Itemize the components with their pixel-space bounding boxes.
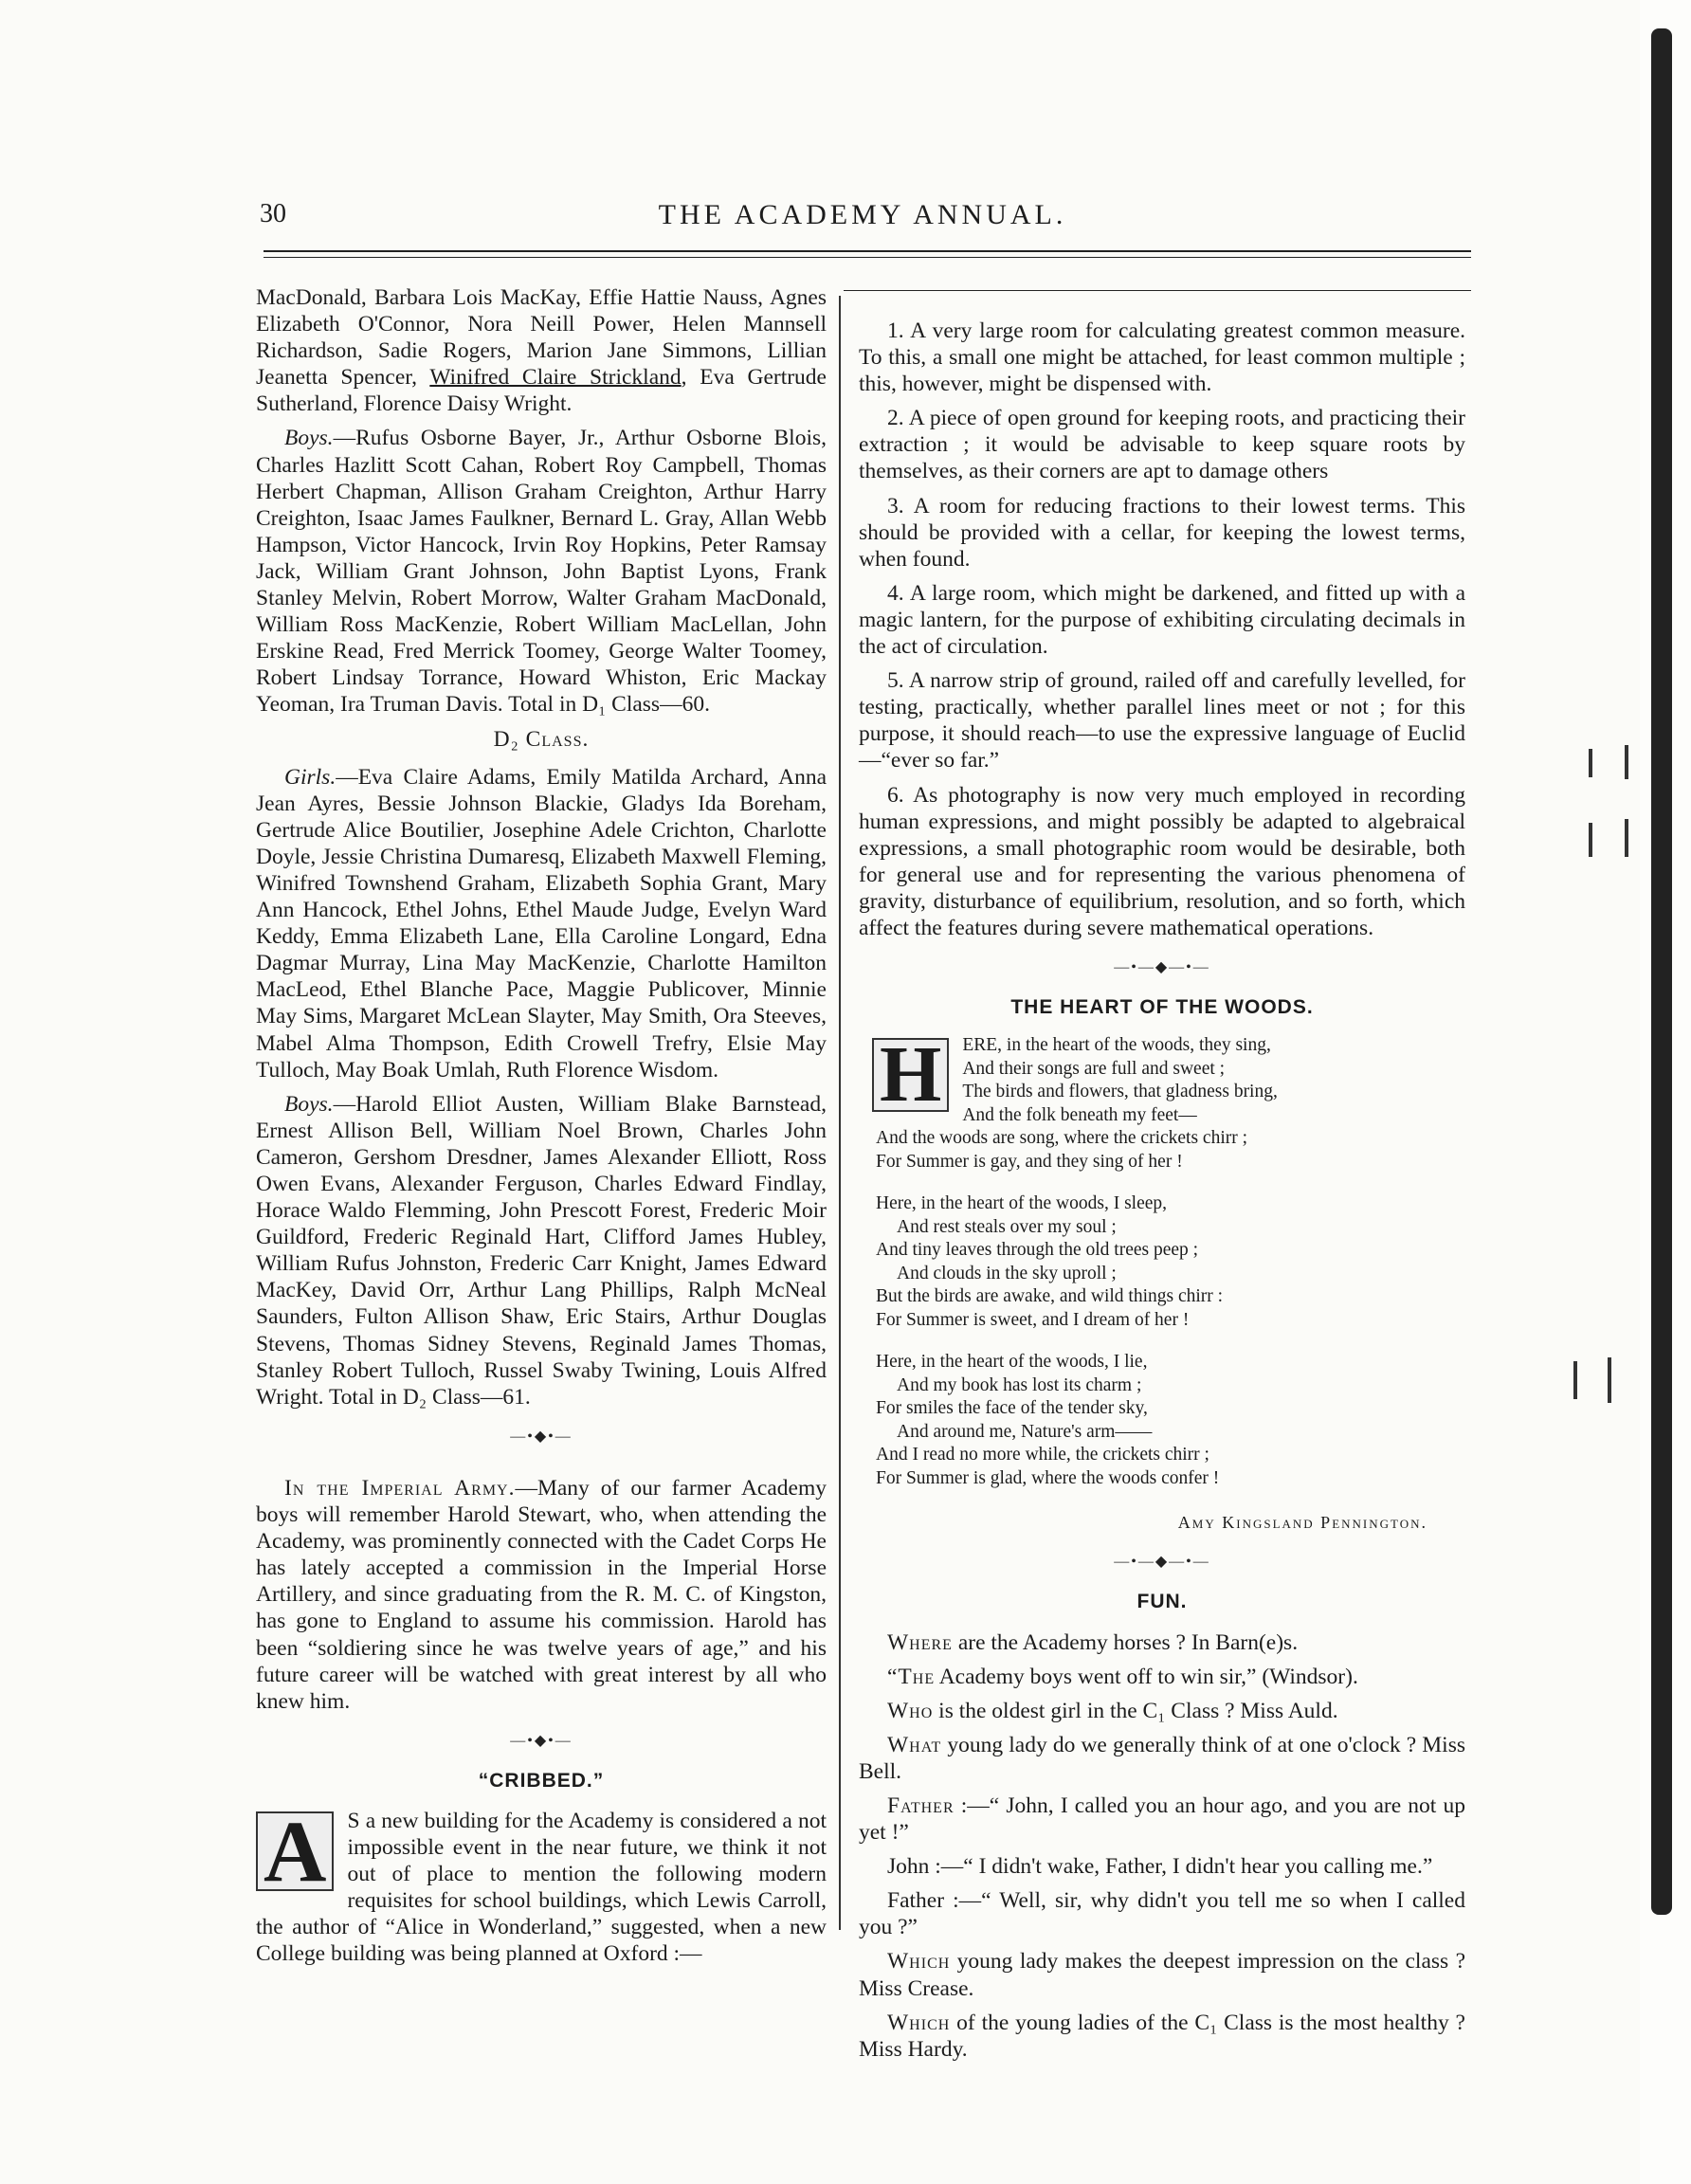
fun-line-lead: Which [887, 2010, 951, 2035]
fun-line-lead: “The [887, 1664, 936, 1689]
fun-line-lead: Which [887, 1949, 951, 1975]
fun-line [859, 1887, 1465, 1940]
d2-girls-text: —Eva Claire Adams, Emily Matilda Archard, Anna Jean Ayres, Bessie Johnson Blackie, Gladys Ida Boreham, Gertrude Alice Boutilier, Josephine Adele Crichton, Charlotte Doyle, Jessie Christina Dumaresq, Elizabeth Maxwell Fleming, Winifred Townshend Graham, Elizabeth Sophia Grant, Mary Ann Hancock, Ethel Johns, Ethel Maude Judge, Evelyn Ward Keddy, Emma Elizabeth Lane, Ella Caroline Longard, Edna Dagmar Murray, Lina May MacKenzie, Charlotte Hamilton MacLeod, Ethel Blanche Pace, Maggie Publicover, Minnie May Sims, Margaret McLean Slayter, May Smith, Ora Steeves, Mabel Alma Thompson, Edith Crowell Trefry, Elsie May Tulloch, May Boak Umlah, Ruth Florence Wisdom. [256, 764, 827, 1083]
poem [872, 1030, 1465, 1490]
requisite-item: 3. A room for reducing fractions to their lowest terms. This should be provided with a cellar, for keeping the lowest terms, when found. [859, 493, 1465, 572]
fun-line-lead: What [887, 1732, 942, 1757]
fun-line [859, 1629, 1465, 1656]
fun-line-text: of the young ladies of the C₁ Class is the most healthy ? Miss Hardy. [859, 2010, 1465, 2062]
poem-line: The birds and flowers, that gladness bring, [962, 1082, 1278, 1102]
poem-line: ERE, in the heart of the woods, they sing, [962, 1035, 1271, 1056]
right-column [859, 318, 1465, 2070]
requisite-item: 2. A piece of open ground for keeping roots, and practicing their extraction ; it would be advisable to keep square roots by themselves, as their corners are apt to damage others [859, 406, 1465, 484]
fun-line-text: Father :—“ Well, sir, why didn't you tell me so when I called you ?” [859, 1888, 1465, 1940]
binding-shadow [1651, 28, 1672, 1915]
poem-line: For Summer is sweet, and I dream of her ! [876, 1309, 1190, 1330]
cribbed-heading: “CRIBBED.” [478, 1769, 605, 1792]
underlined-name: Winifred Claire Strickland [429, 365, 682, 391]
fun-line-lead: Father [887, 1793, 955, 1818]
d1-boys-paragraph [256, 425, 827, 718]
requisite-item: 5. A narrow strip of ground, railed off and carefully levelled, for testing, practically, whether parallel lines meet or not ; for this purpose, it should reach—to use the expressive language of Euclid—“ever so far.” [859, 668, 1465, 774]
poem-stanza-1 [872, 1030, 1465, 1174]
fun-heading: FUN. [1136, 1591, 1188, 1613]
imperial-army-lead: In the Imperial Army. [284, 1475, 516, 1501]
fun-line-text: Academy boys went off to win sir,” (Windsor). [935, 1664, 1358, 1689]
poem-line: And my book has lost its charm ; [897, 1374, 1142, 1395]
column-divider [839, 296, 841, 1930]
poem-line: And the woods are song, where the crickets chirr ; [876, 1128, 1248, 1149]
margin-mark [1625, 819, 1628, 857]
cribbed-paragraph [256, 1802, 827, 1968]
fun-line [859, 1664, 1465, 1690]
page-number: 30 [260, 199, 286, 228]
column-top-rule [844, 290, 1471, 291]
poem-line: Here, in the heart of the woods, I lie, [876, 1352, 1148, 1373]
left-column [256, 284, 827, 1975]
fun-line-text: is the oldest girl in the C₁ Class ? Miss Auld. [933, 1698, 1338, 1723]
fun-line [859, 1698, 1465, 1724]
d1-girls-paragraph [256, 284, 827, 417]
cribbed-text: S a new building for the Academy is considered a not impossible event in the near future, we think it not out of place to mention the following modern requisites for school buildings, which Lewis Carroll, the author of “Alice in Wonderland,” suggested, when a new College building was being planned at Oxford :— [256, 1808, 827, 1967]
header-rule-thin [264, 257, 1471, 258]
page-header [256, 199, 1469, 256]
ornament-divider: —•—◆—•— [1114, 1554, 1210, 1571]
poem-line: And tiny leaves through the old trees peep ; [876, 1240, 1199, 1261]
fun-line [859, 1732, 1465, 1785]
d2-boys-paragraph [256, 1091, 827, 1410]
d2-class-heading: D₂ Class. [493, 726, 590, 752]
dropcap-a: A [256, 1811, 334, 1891]
ornament-divider: —•◆•— [510, 1732, 573, 1749]
margin-mark [1573, 1361, 1577, 1399]
poem-line: And clouds in the sky uproll ; [897, 1263, 1117, 1283]
margin-mark [1608, 1357, 1611, 1403]
requisite-item: 1. A very large room for calculating greatest common measure. To this, a small one might be attached, for least common multiple ; this, however, might be dispensed with. [859, 318, 1465, 397]
fun-line [859, 1793, 1465, 1846]
fun-line-text: young lady makes the deepest impression on the class ? Miss Crease. [859, 1949, 1465, 2001]
margin-mark [1589, 823, 1592, 857]
d2-boys-label: Boys. [284, 1091, 334, 1117]
header-rule [264, 250, 1471, 252]
poem-title: THE HEART OF THE WOODS. [1010, 996, 1314, 1019]
poem-line: For Summer is gay, and they sing of her ! [876, 1151, 1183, 1172]
fun-line [859, 1948, 1465, 2001]
poem-line: And I read no more while, the crickets chirr ; [876, 1445, 1209, 1465]
poem-line: And rest steals over my soul ; [897, 1216, 1117, 1237]
d1-boys-text: —Rufus Osborne Bayer, Jr., Arthur Osborne Blois, Charles Hazlitt Scott Cahan, Robert Roy Campbell, Thomas Herbert Chapman, Allison Graham Creighton, Arthur Harry Creighton, Isaac James Faulkner, Bernard L. Gray, Allan Webb Hampson, Victor Hancock, Irvin Roy Hopkins, Peter Ramsay Jack, William Grant Johnson, John Baptist Lyons, Frank Stanley Melvin, Robert Morrow, Walter Graham MacDonald, William Ross MacKenzie, Robert William MacLellan, John Erskine Read, Fred Merrick Toomey, George Walter Toomey, Robert Lindsay Torrance, Howard Whiston, Eric Mackay Yeoman, Ira Truman Davis. Total in D₁ Class—60. [256, 426, 827, 718]
d1-girls-text-end: , Eva Gertrude Sutherland, Florence Daisy Wright. [256, 365, 827, 417]
imperial-army-text: —Many of our farmer Academy boys will remember Harold Stewart, who, when attending the Academy, was prominently connected with the Cadet Corps He has lately accepted a commission in the Imperial Horse Artillery, and since graduating from the R. M. C. of Kingston, has gone to England to assume his commission. Harold has been “soldiering since he was twelve years of age,” and his future career will be watched with great interest by all who knew him. [256, 1475, 827, 1714]
poem-line: And around me, Nature's arm—— [897, 1421, 1153, 1442]
d2-girls-label: Girls. [284, 764, 336, 790]
margin-mark [1589, 749, 1592, 777]
fun-line [859, 1853, 1465, 1880]
requisite-item: 6. As photography is now very much employed in recording human expressions, and might possibly be adapted to algebraical expressions, a small photographic room would be desirable, both for general use and for representing the various phenomena of gravity, disturbance of equilibrium, resolution, and so forth, which affect the features during severe mathematical operations. [859, 782, 1465, 940]
fun-line-text: young lady do we generally think of at one o'clock ? Miss Bell. [859, 1732, 1465, 1784]
fun-line-lead: Who [887, 1698, 934, 1723]
margin-mark [1625, 745, 1628, 779]
fun-line-text: John :—“ I didn't wake, Father, I didn't hear you calling me.” [887, 1854, 1433, 1880]
dropcap-h: H [872, 1038, 949, 1112]
poem-stanza-3 [872, 1351, 1465, 1490]
poem-line: Here, in the heart of the woods, I sleep, [876, 1193, 1168, 1214]
poem-line: And their songs are full and sweet ; [962, 1058, 1226, 1079]
d1-boys-label: Boys. [284, 426, 334, 451]
imperial-army-paragraph [256, 1475, 827, 1715]
d2-girls-paragraph [256, 764, 827, 1083]
poem-line: And the folk beneath my feet— [962, 1104, 1197, 1125]
fun-line-text: are the Academy horses ? In Barn(e)s. [952, 1629, 1299, 1655]
d1-girls-text: MacDonald, Barbara Lois MacKay, Effie Hattie Nauss, Agnes Elizabeth O'Connor, Nora Neill Power, Helen Mannsell Richardson, Sadie Rogers, Marion Jane Simmons, Lillian Jeanetta Spencer, [256, 285, 827, 391]
d2-boys-text: —Harold Elliot Austen, William Blake Barnstead, Ernest Allison Bell, William Noel Brown, Charles John Cameron, Gershom Dresdner, James Alexander Elliott, Ross Owen Evans, Alexander Ferguson, Charles Edward Findlay, Horace Waldo Flemming, John Prescott Forest, Frederic Moir Guildford, Frederic Reginald Hart, Clifford James Hubley, William Rufus Johnston, Frederic Carr Knight, James Edward MacKey, David Orr, Arthur Lang Phillips, Ralph McNeal Saunders, Fulton Allison Shaw, Eric Stairs, Arthur Douglas Stevens, Thomas Sidney Stevens, Reginald James Thomas, Stanley Robert Tulloch, Russel Swaby Twining, Louis Alfred Wright. Total in D₂ Class—61. [256, 1091, 827, 1410]
fun-line-text: :—“ John, I called you an hour ago, and you are not up yet !” [859, 1793, 1465, 1846]
poem-author: Amy Kingsland Pennington. [1177, 1513, 1427, 1533]
requisite-item: 4. A large room, which might be darkened, and fitted up with a magic lantern, for the purpose of exhibiting circulating decimals in the act of circulation. [859, 580, 1465, 660]
ornament-divider: —•◆•— [510, 1428, 573, 1445]
poem-stanza-2 [872, 1192, 1465, 1332]
poem-line: For smiles the face of the tender sky, [876, 1398, 1148, 1419]
ornament-divider: —•—◆—•— [1114, 959, 1210, 976]
poem-line: But the birds are awake, and wild things chirr : [876, 1286, 1224, 1307]
poem-line: For Summer is glad, where the woods confer ! [876, 1467, 1220, 1488]
fun-line [859, 2010, 1465, 2063]
fun-line-lead: Where [887, 1629, 953, 1655]
running-title: THE ACADEMY ANNUAL. [658, 199, 1067, 230]
